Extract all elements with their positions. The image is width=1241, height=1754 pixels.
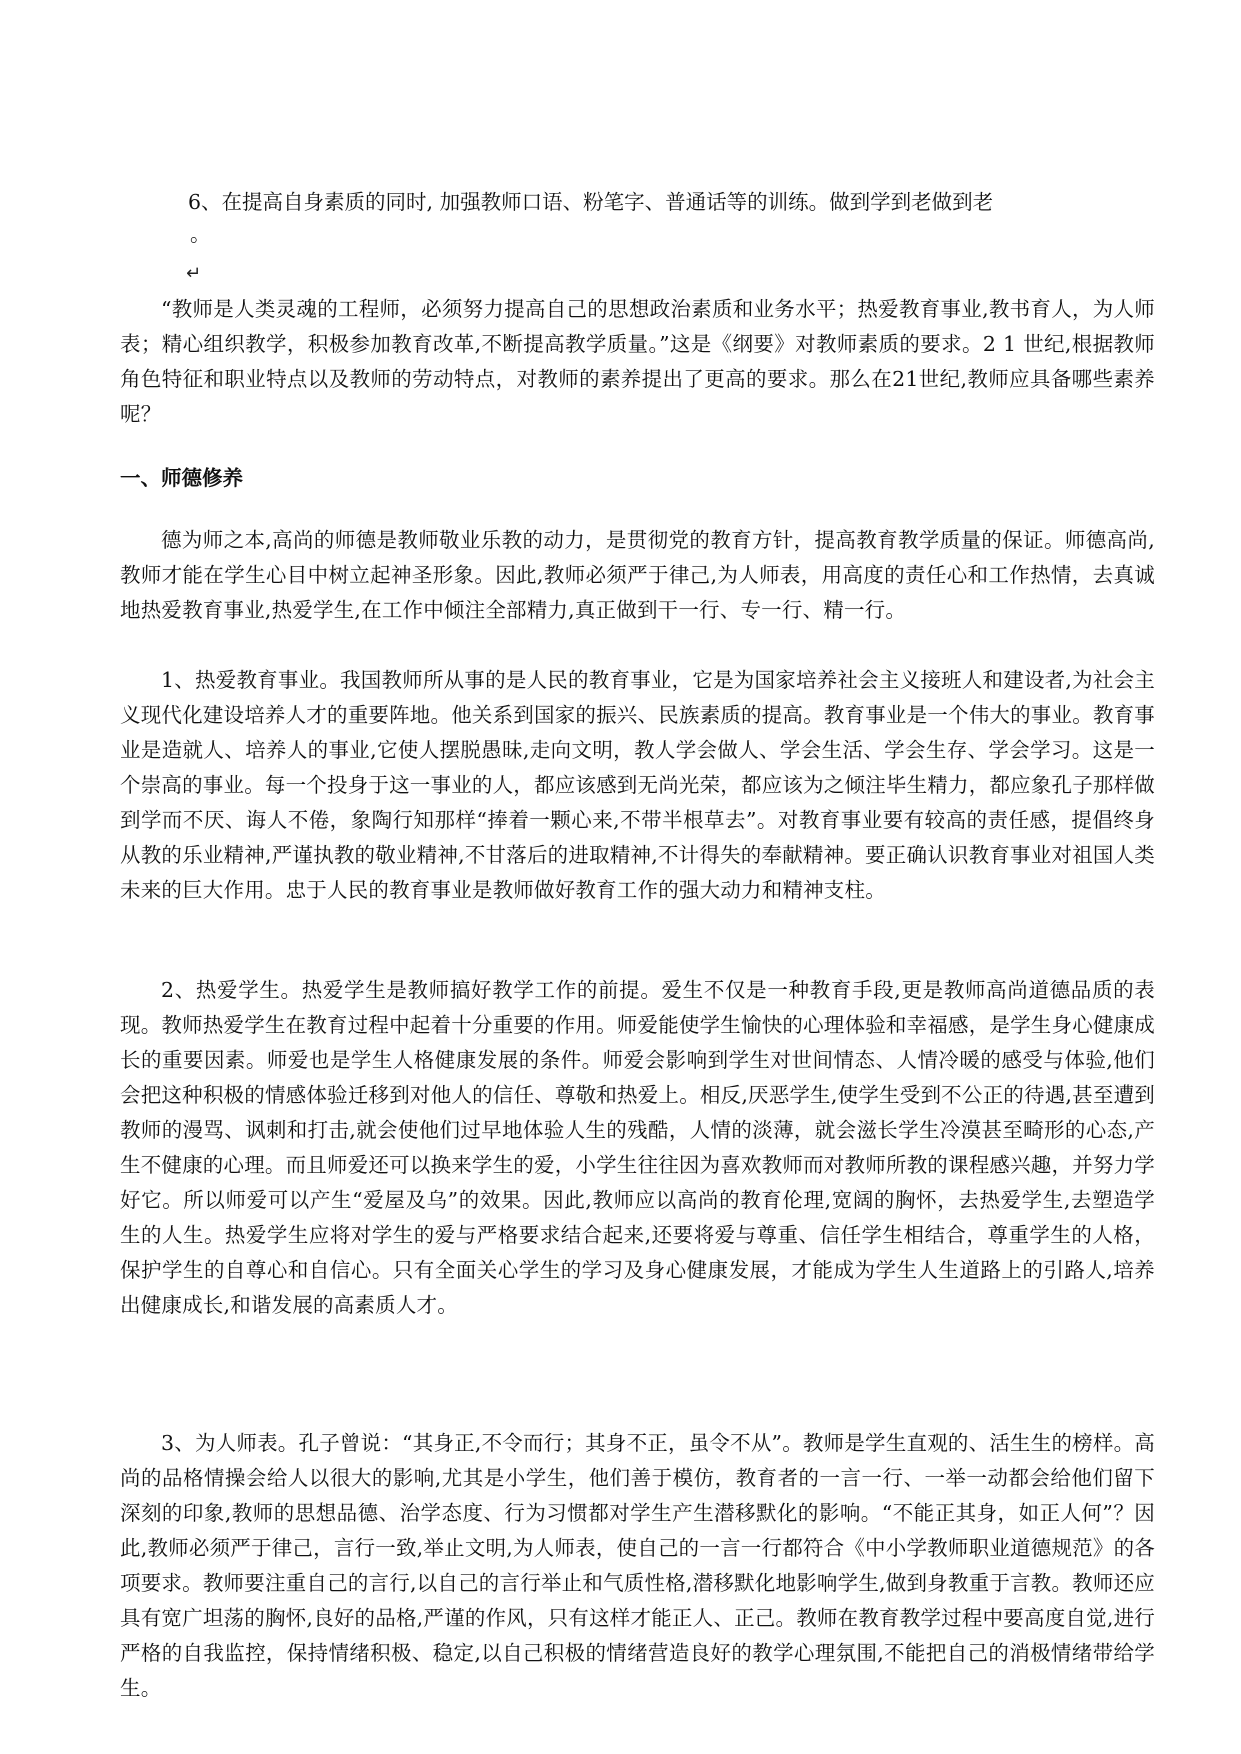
section-heading: 一、师德修养	[120, 466, 243, 490]
paragraph-mark-icon: ↵	[186, 263, 202, 284]
paragraph-role-model: 3、为人师表。孔子曾说：“其身正,不令而行；其身不正，虽令不从”。教师是学生直观的、活生生的榜样。高尚的品格情操会给人以很大的影响,尤其是小学生，他们善于模仿，教育者的一言一行、一举一动都会给他们留下深刻的印象,教师的思想品德、治学态度、行为习惯都对学生产生潜移默化的影响。“不能正其身，如正人何”？因此,教师必须严于律己，言行一致,举止文明,为人师表，使自己的一言一行都符合《中小学教师职业道德规范》的各项要求。教师要注重自己的言行,以自己的言行举止和气质性格,潜移默化地影响学生,做到身教重于言教。教师还应具有宽广坦荡的胸怀,良好的品格,严谨的作风，只有这样才能正人、正己。教师在教育教学过程中要高度自觉,进行严格的自我监控，保持情绪积极、稳定,以自己积极的情绪营造良好的教学心理氛围,不能把自己的消极情绪带给学生。	[120, 1431, 1155, 1700]
list-item-6: 6、在提高自身素质的同时, 加强教师口语、粉笔字、普通话等的训练。做到学到老做到老	[188, 190, 994, 214]
paragraph-love-students: 2、热爱学生。热爱学生是教师搞好教学工作的前提。爱生不仅是一种教育手段,更是教师高尚道德品质的表现。教师热爱学生在教育过程中起着十分重要的作用。师爱能使学生愉快的心理体验和幸福感，是学生身心健康成长的重要因素。师爱也是学生人格健康发展的条件。师爱会影响到学生对世间情态、人情冷暖的感受与体验,他们会把这种积极的情感体验迁移到对他人的信任、尊敬和热爱上。相反,厌恶学生,使学生受到不公正的待遇,甚至遭到教师的漫骂、讽刺和打击,就会使他们过早地体验人生的残酷，人情的淡薄，就会滋长学生冷漠甚至畸形的心态,产生不健康的心理。而且师爱还可以换来学生的爱，小学生往往因为喜欢教师而对教师所教的课程感兴趣，并努力学好它。所以师爱可以产生“爱屋及乌”的效果。因此,教师应以高尚的教育伦理,宽阔的胸怀，去热爱学生,去塑造学生的人生。热爱学生应将对学生的爱与严格要求结合起来,还要将爱与尊重、信任学生相结合，尊重学生的人格，保护学生的自尊心和自信心。只有全面关心学生的学习及身心健康发展，才能成为学生人生道路上的引路人,培养出健康成长,和谐发展的高素质人才。	[120, 978, 1155, 1317]
section-intro-paragraph: 德为师之本,高尚的师德是教师敬业乐教的动力，是贯彻党的教育方针，提高教育教学质量的保证。师德高尚,教师才能在学生心目中树立起神圣形象。因此,教师必须严于律己,为人师表，用高度的责任心和工作热情，去真诚地热爱教育事业,热爱学生,在工作中倾注全部精力,真正做到干一行、专一行、精一行。	[120, 528, 1155, 622]
intro-paragraph: “教师是人类灵魂的工程师，必须努力提高自己的思想政治素质和业务水平；热爱教育事业,教书育人，为人师表；精心组织教学，积极参加教育改革,不断提高教学质量。”这是《纲要》对教师素质的要求。2 1 世纪,根据教师角色特征和职业特点以及教师的劳动特点，对教师的素养提出了更高的要求。那么在21世纪,教师应具备哪些素养呢？	[120, 297, 1155, 426]
list-item-6-tail: 。	[190, 222, 211, 246]
paragraph-love-education: 1、热爱教育事业。我国教师所从事的是人民的教育事业，它是为国家培养社会主义接班人和建设者,为社会主义现代化建设培养人才的重要阵地。他关系到国家的振兴、民族素质的提高。教育事业是一个伟大的事业。教育事业是造就人、培养人的事业,它使人摆脱愚昧,走向文明，教人学会做人、学会生活、学会生存、学会学习。这是一个崇高的事业。每一个投身于这一事业的人，都应该感到无尚光荣，都应该为之倾注毕生精力，都应象孔子那样做到学而不厌、诲人不倦，象陶行知那样“捧着一颗心来,不带半根草去”。对教育事业要有较高的责任感，提倡终身从教的乐业精神,严谨执教的敬业精神,不甘落后的进取精神,不计得失的奉献精神。要正确认识教育事业对祖国人类未来的巨大作用。忠于人民的教育事业是教师做好教育工作的强大动力和精神支柱。	[120, 668, 1155, 902]
